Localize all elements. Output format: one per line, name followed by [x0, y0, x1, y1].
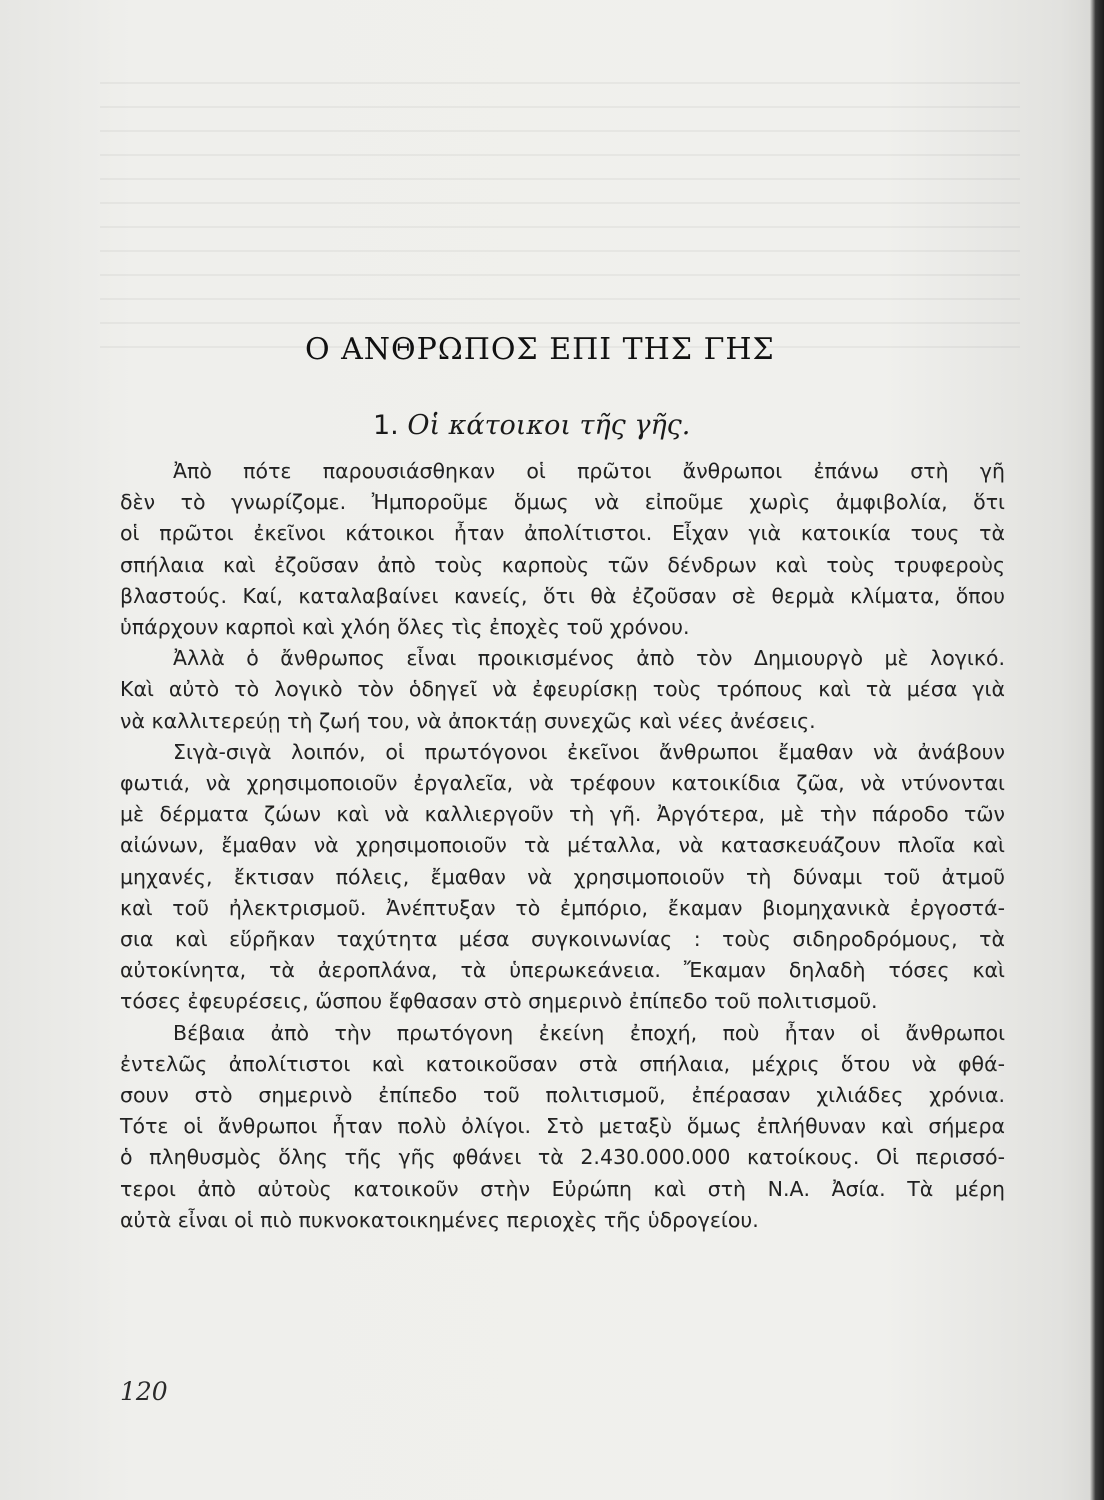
text-line: ὁ πληθυσμὸς ὅλης τῆς γῆς φθάνει τὰ 2.430.000.000 κατοίκους. Οἱ περισσό- [120, 1145, 1005, 1170]
text-line: αἰώνων, ἔμαθαν νὰ χρησιμοποιοῦν τὰ μέταλλα, νὰ κατασκευάζουν πλοῖα καὶ [120, 833, 1005, 858]
text-line: τόσες ἐφευρέσεις, ὥσπου ἔφθασαν στὸ σημερινὸ ἐπίπεδο τοῦ πολιτισμοῦ. [120, 989, 878, 1014]
text-line: ἐντελῶς ἀπολίτιστοι καὶ κατοικοῦσαν στὰ σπήλαια, μέχρις ὅτου νὰ φθά- [120, 1051, 1005, 1076]
text-line: Τότε οἱ ἄνθρωποι ἦταν πολὺ ὀλίγοι. Στὸ μεταξὺ ὅμως ἐπλήθυναν καὶ σήμερα [120, 1114, 1005, 1139]
text-line: μὲ δέρματα ζώων καὶ νὰ καλλιεργοῦν τὴ γῆ. Ἀργότερα, μὲ τὴν πάροδο τῶν [120, 802, 1005, 827]
section-number: 1. [373, 410, 399, 441]
text-line: νὰ καλλιτερεύῃ τὴ ζωή του, νὰ ἀποκτάῃ συνεχῶς καὶ νέες ἀνέσεις. [120, 708, 816, 733]
text-line: σπήλαια καὶ ἐζοῦσαν ἀπὸ τοὺς καρποὺς τῶν δένδρων καὶ τοὺς τρυφεροὺς [120, 552, 1005, 577]
page-title: Ο ΑΝΘΡΩΠΟΣ ΕΠΙ ΤΗΣ ΓΗΣ [305, 332, 775, 367]
text-line: Σιγὰ-σιγὰ λοιπόν, οἱ πρωτόγονοι ἐκεῖνοι ἄνθρωποι ἔμαθαν νὰ ἀνάβουν [173, 739, 1005, 764]
text-line: τεροι ἀπὸ αὐτοὺς κατοικοῦν στὴν Εὐρώπη καὶ στὴ Ν.Α. Ἀσία. Τὰ μέρη [120, 1176, 1005, 1201]
text-line: Βέβαια ἀπὸ τὴν πρωτόγονη ἐκείνη ἐποχή, ποὺ ἦταν οἱ ἄνθρωποι [173, 1020, 1005, 1045]
scan-edge-shadow [1090, 0, 1104, 1500]
text-line: Ἀλλὰ ὁ ἄνθρωπος εἶναι προικισμένος ἀπὸ τὸν Δημιουργὸ μὲ λογικό. [173, 646, 1005, 671]
paragraph-1 [120, 456, 1005, 643]
text-line: Καὶ αὐτὸ τὸ λογικὸ τὸν ὁδηγεῖ νὰ ἐφευρίσκῃ τοὺς τρόπους καὶ τὰ μέσα γιὰ [120, 677, 1005, 702]
section-heading-text: Οἱ κάτοικοι τῆς γῆς. [407, 410, 691, 441]
paragraph-4 [120, 1018, 1005, 1236]
section-heading [373, 410, 690, 441]
text-line: καὶ τοῦ ἠλεκτρισμοῦ. Ἀνέπτυξαν τὸ ἐμπόριο, ἔκαμαν βιομηχανικὰ ἐργοστά- [120, 895, 1005, 920]
paragraph-2 [120, 643, 1005, 737]
text-line: οἱ πρῶτοι ἐκεῖνοι κάτοικοι ἦταν ἀπολίτιστοι. Εἶχαν γιὰ κατοικία τους τὰ [120, 521, 1005, 546]
text-line: βλαστούς. Καί, καταλαβαίνει κανείς, ὅτι θὰ ἐζοῦσαν σὲ θερμὰ κλίματα, ὅπου [120, 583, 1005, 608]
body-text [120, 456, 1005, 1236]
text-line: αὐτὰ εἶναι οἱ πιὸ πυκνοκατοικημένες περιοχὲς τῆς ὑδρογείου. [120, 1207, 759, 1232]
text-line: σια καὶ εὕρῆκαν ταχύτητα μέσα συγκοινωνίας : τοὺς σιδηροδρόμους, τὰ [120, 927, 1005, 952]
text-line: αὐτοκίνητα, τὰ ἀεροπλάνα, τὰ ὑπερωκεάνεια. Ἔκαμαν δηλαδὴ τόσες καὶ [120, 958, 1005, 983]
text-line: δὲν τὸ γνωρίζομε. Ἠμποροῦμε ὅμως νὰ εἰποῦμε χωρὶς ἀμφιβολία, ὅτι [120, 490, 1005, 515]
page-number: 120 [120, 1377, 168, 1406]
paragraph-3 [120, 737, 1005, 1018]
text-line: ὑπάρχουν καρποὶ καὶ χλόη ὅλες τὶς ἐποχὲς τοῦ χρόνου. [120, 615, 690, 640]
text-line: φωτιά, νὰ χρησιμοποιοῦν ἐργαλεῖα, νὰ τρέφουν κατοικίδια ζῶα, νὰ ντύνονται [120, 771, 1005, 796]
text-line: Ἀπὸ πότε παρουσιάσθηκαν οἱ πρῶτοι ἄνθρωποι ἐπάνω στὴ γῆ [173, 459, 1005, 483]
text-line: μηχανές, ἔκτισαν πόλεις, ἔμαθαν νὰ χρησιμοποιοῦν τὴ δύναμι τοῦ ἀτμοῦ [120, 864, 1005, 889]
text-line: σουν στὸ σημερινὸ ἐπίπεδο τοῦ πολιτισμοῦ, ἐπέρασαν χιλιάδες χρόνια. [120, 1083, 1005, 1108]
